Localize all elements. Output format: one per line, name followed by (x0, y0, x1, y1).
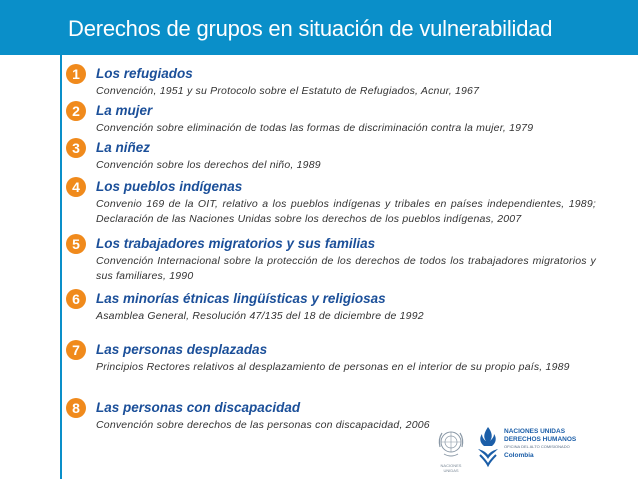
item-description: Convención sobre los derechos del niño, 1989 (96, 159, 321, 171)
item-title: Las minorías étnicas lingüísticas y religiosas (96, 291, 386, 306)
number-badge: 2 (66, 101, 86, 121)
item-description: Convención sobre derechos de las personas con discapacidad, 2006 (96, 419, 430, 431)
item-description: Convención sobre eliminación de todas las formas de discriminación contra la mujer, 1979 (96, 122, 534, 134)
number-badge: 6 (66, 289, 86, 309)
logos (436, 425, 606, 473)
item-title: Los trabajadores migratorios y sus familias (96, 236, 376, 251)
item-title: Las personas desplazadas (96, 342, 268, 357)
item-description: Asamblea General, Resolución 47/135 del 18 de diciembre de 1992 (96, 310, 424, 322)
number-badge: 7 (66, 340, 86, 360)
ohchr-text (504, 428, 576, 462)
item-title: Los refugiados (96, 66, 193, 81)
ohchr-emblem-icon (474, 425, 502, 469)
ohchr-line2: DERECHOS HUMANOS (504, 436, 577, 443)
item-description: Principios Rectores relativos al desplazamiento de personas en el interior de su propio país, 1989 (96, 361, 570, 373)
divider-line (60, 0, 62, 479)
item-title: La niñez (96, 140, 151, 155)
number-badge: 4 (66, 177, 86, 197)
item-title: Las personas con discapacidad (96, 400, 301, 415)
number-badge: 1 (66, 64, 86, 84)
ohchr-line3: OFICINA DEL ALTO COMISIONADO (504, 444, 570, 449)
ohchr-line1: NACIONES UNIDAS (504, 428, 566, 435)
number-badge: 8 (66, 398, 86, 418)
ohchr-line4: Colombia (504, 452, 534, 459)
un-label: NACIONES UNIDAS (440, 463, 462, 473)
item-title: La mujer (96, 103, 153, 118)
item-title: Los pueblos indígenas (96, 179, 243, 194)
number-badge: 5 (66, 234, 86, 254)
item-description: Convención, 1951 y su Protocolo sobre el Estatuto de Refugiados, Acnur, 1967 (96, 85, 480, 97)
item-description: Convenio 169 de la OIT, relativo a los pueblos indígenas y tribales en países independientes, 1989; Declaración de las Naciones Unidas sobre los derechos de los pueblos indígenas, 2007 (96, 198, 596, 225)
number-badge: 3 (66, 138, 86, 158)
item-description: Convención Internacional sobre la protección de los derechos de todos los trabajadores migratorios y sus familiares, 1990 (96, 255, 596, 282)
un-emblem-icon (436, 427, 466, 461)
page-title: Derechos de grupos en situación de vulnerabilidad (68, 16, 553, 41)
